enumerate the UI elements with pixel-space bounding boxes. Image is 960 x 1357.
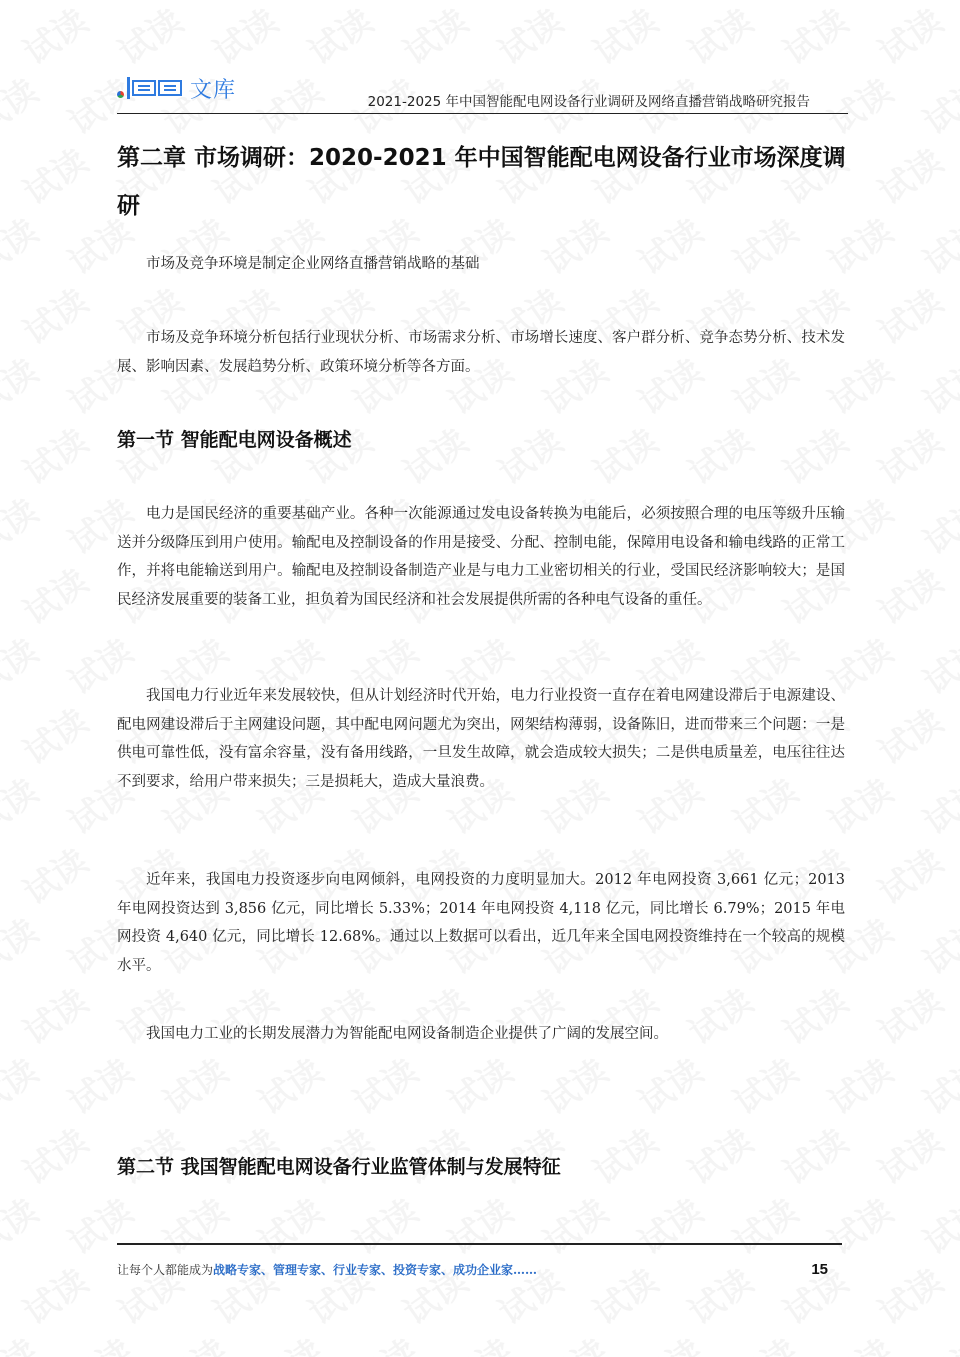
footer-slogan-highlight: 战略专家、管理专家、行业专家、投资专家、成功企业家…… (213, 1262, 538, 1277)
chapter-title: 第二章 市场调研：2020-2021 年中国智能配电网设备行业市场深度调研 (117, 145, 846, 219)
logo-mark-icon (127, 77, 184, 99)
page-number: 15 (811, 1260, 828, 1278)
intro-paragraph: 市场及竞争环境是制定企业网络直播营销战略的基础 (146, 256, 480, 272)
body-paragraph: 我国电力行业近年来发展较快，但从计划经济时代开始，电力行业投资一直存在着电网建设滞后于电源建设、配电网建设滞后于主网建设问题，其中配电网问题尤为突出，网架结构薄弱，设备陈旧，进而带来三个问题：一是供电可靠性低，没有富余容量，没有备用线路，一旦发生故障，就会造成较大损失；二是供电质量差，电压往往达不到要求，给用户带来损失；三是损耗大，造成大量浪费。 (117, 688, 845, 790)
report-title: 2021-2025 年中国智能配电网设备行业调研及网络直播营销战略研究报告 (367, 94, 810, 110)
body-paragraph: 电力是国民经济的重要基础产业。各种一次能源通过发电设备转换为电能后，必须按照合理的电压等级升压输送并分级降压到用户使用。输配电及控制设备的作用是接受、分配、控制电能，保障用电设备和输电线路的正常工作，并将电能输送到用户。输配电及控制设备制造产业是与电力工业密切相关的行业，受国民经济影响较大；是国民经济发展重要的装备工业，担负着为国民经济和社会发展提供所需的各种电气设备的重任。 (117, 506, 845, 608)
logo-text: 文库 (190, 77, 237, 103)
page-footer (117, 1243, 842, 1278)
body-paragraph: 近年来，我国电力投资逐步向电网倾斜，电网投资的力度明显加大。2012 年电网投资 3,661 亿元；2013 年电网投资达到 3,856 亿元，同比增长 5.33%；2014 年电网投资 4,118 亿元，同比增长 6.79%；2015 年电网投资 4,640 亿元，同比增长 12.68%。通过以上数据可以看出，近几年来全国电网投资维持在一个较高的规模水平。 (117, 872, 845, 974)
footer-divider (117, 1243, 842, 1245)
page-header (117, 68, 848, 114)
logo-dot-icon (117, 91, 124, 98)
body-paragraph: 我国电力工业的长期发展潜力为智能配电网设备制造企业提供了广阔的发展空间。 (146, 1026, 668, 1042)
footer-slogan: 让每个人都能成为 (117, 1262, 214, 1277)
intro-paragraph: 市场及竞争环境分析包括行业现状分析、市场需求分析、市场增长速度、客户群分析、竞争态势分析、技术发展、影响因素、发展趋势分析、政策环境分析等各方面。 (117, 330, 845, 375)
brand-logo[interactable] (117, 72, 236, 104)
section-title: 第二节 我国智能配电网设备行业监管体制与发展特征 (117, 1156, 561, 1178)
section-title: 第一节 智能配电网设备概述 (117, 429, 352, 451)
header-divider (117, 113, 848, 115)
